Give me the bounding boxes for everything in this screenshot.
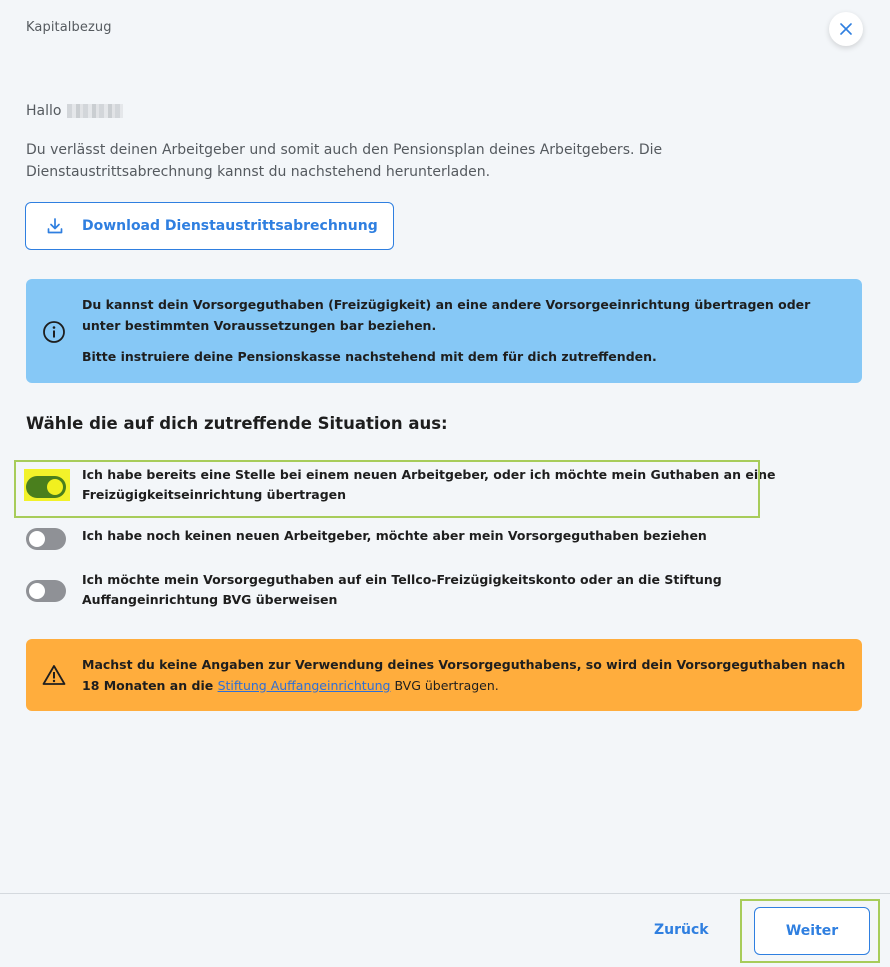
info-icon [42, 320, 66, 348]
option-1-label: Ich habe bereits eine Stelle bei einem neuen Arbeitgeber, oder ich möchte mein Guthaben an eine Freizügigkeitseinrichtung übertragen [82, 467, 776, 502]
option-2[interactable] [26, 526, 842, 550]
option-1-toggle[interactable] [26, 476, 66, 498]
warning-box [26, 639, 862, 711]
back-button[interactable]: Zurück [654, 922, 709, 938]
next-button[interactable]: Weiter [754, 907, 870, 955]
close-icon [840, 23, 852, 35]
dialog-title: Kapitalbezug [26, 20, 112, 35]
info-box [26, 279, 862, 383]
warning-icon [42, 664, 66, 690]
footer-divider [0, 893, 890, 894]
stiftung-link[interactable]: Stiftung Auffangeinrichtung [217, 678, 391, 693]
option-3[interactable] [26, 570, 842, 610]
option-2-label: Ich habe noch keinen neuen Arbeitgeber, möchte aber mein Vorsorgeguthaben beziehen [82, 528, 707, 543]
section-heading: Wähle die auf dich zutreffende Situation aus: [26, 414, 448, 433]
option-1[interactable] [26, 465, 842, 505]
option-2-toggle[interactable] [26, 528, 66, 550]
option-3-toggle[interactable] [26, 580, 66, 602]
user-name-redacted [67, 104, 123, 118]
download-button[interactable] [25, 202, 394, 250]
info-text-2: Bitte instruiere deine Pensionskasse nachstehend mit dem für dich zutreffenden. [82, 349, 657, 364]
greeting [26, 103, 123, 119]
intro-text: Du verlässt deinen Arbeitgeber und somit auch den Pensionsplan deines Arbeitgebers. Die Dienstaustrittsabrechnung kannst du nachstehend herunterladen. [26, 142, 663, 180]
greeting-text: Hallo [26, 103, 62, 119]
download-icon [46, 217, 64, 235]
close-button[interactable] [829, 12, 863, 46]
option-3-label: Ich möchte mein Vorsorgeguthaben auf ein Tellco-Freizügigkeitskonto oder an die Stiftung Auffangeinrichtung BVG überweisen [82, 572, 722, 607]
download-button-label: Download Dienstaustrittsabrechnung [82, 218, 378, 234]
info-text-1: Du kannst dein Vorsorgeguthaben (Freizügigkeit) an eine andere Vorsorgeeinrichtung übertragen oder unter bestimmten Voraussetzungen bar beziehen. [82, 297, 811, 333]
warning-text-after: BVG übertragen. [390, 678, 499, 693]
warning-text-before: Machst du keine Angaben zur Verwendung deines Vorsorgeguthabens, so wird dein Vorsorgeguthaben nach 18 Monaten an die [82, 657, 846, 693]
warning-text [82, 654, 852, 696]
